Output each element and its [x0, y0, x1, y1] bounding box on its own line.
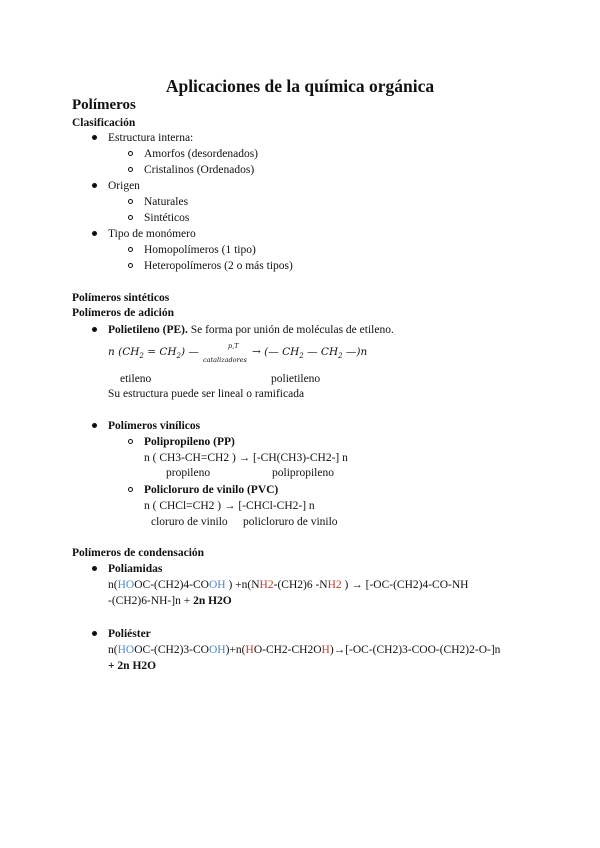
- circle-bullet-icon: [128, 151, 133, 156]
- pe-line: [108, 323, 394, 337]
- circle-bullet-icon: [128, 167, 133, 172]
- list-subitem: Homopolímeros (1 tipo): [144, 244, 256, 256]
- poliamidas-line1: [108, 578, 468, 592]
- circle-bullet-icon: [128, 439, 133, 444]
- bullet-icon: [92, 327, 97, 332]
- pe-label-left: etileno: [120, 373, 152, 385]
- section-heading: Polímeros: [72, 97, 136, 113]
- pe-cond-top: p,T: [228, 342, 239, 350]
- circle-bullet-icon: [128, 215, 133, 220]
- adicion-heading: Polímeros de adición: [72, 307, 175, 319]
- bullet-icon: [92, 423, 97, 428]
- poliester-line1: [108, 643, 500, 657]
- list-subitem: Cristalinos (Ordenados): [144, 164, 255, 176]
- eq-sub: 2: [299, 352, 304, 360]
- list-item: Estructura interna:: [108, 132, 194, 144]
- circle-bullet-icon: [128, 487, 133, 492]
- pvc-equation: n ( CHCl=CH2 ) → [-CHCl-CH2-] n: [144, 500, 315, 512]
- list-subitem: Sintéticos: [144, 212, 190, 224]
- circle-bullet-icon: [128, 263, 133, 268]
- vinilicos-heading: Polímeros vinílicos: [108, 420, 201, 432]
- pe-cond-bottom: catalizadores: [203, 356, 247, 364]
- list-item: Origen: [108, 180, 140, 192]
- eq-part: ) —: [181, 346, 199, 358]
- condensacion-heading: Polímeros de condensación: [72, 547, 205, 559]
- bullet-icon: [92, 631, 97, 636]
- eq-highlight: HO: [117, 644, 135, 656]
- eq-highlight: H2: [259, 579, 274, 591]
- list-subitem: Naturales: [144, 196, 189, 208]
- poliester-line2: + 2n H2O: [108, 660, 157, 672]
- circle-bullet-icon: [128, 199, 133, 204]
- pp-equation: n ( CH3-CH=CH2 ) → [-CH(CH3)-CH2-] n: [144, 452, 348, 464]
- pe-note: Su estructura puede ser lineal o ramificada: [108, 388, 305, 400]
- eq-part: = CH: [143, 346, 177, 358]
- eq-highlight: HO: [117, 579, 135, 591]
- bullet-icon: [92, 183, 97, 188]
- eq-part: OC-(CH2)4-CO: [134, 579, 209, 591]
- eq-highlight: H: [245, 644, 254, 656]
- eq-part: -(CH2)6-NH-]n +: [108, 595, 194, 607]
- poliamidas-line2: [108, 594, 232, 608]
- eq-highlight: H: [321, 644, 330, 656]
- eq-part: -(CH2)6 -N: [273, 579, 328, 591]
- list-item: Tipo de monómero: [108, 228, 196, 240]
- eq-part: ) +n(N: [225, 579, 260, 591]
- poliester-name: Poliéster: [108, 628, 151, 640]
- sinteticos-heading: Polímeros sintéticos: [72, 292, 170, 304]
- page-title: Aplicaciones de la química orgánica: [165, 76, 435, 96]
- eq-part: ) → [-OC-(CH2)4-CO-NH: [341, 579, 469, 591]
- eq-part: — CH: [303, 346, 339, 358]
- bullet-icon: [92, 566, 97, 571]
- pe-label-right: polietileno: [271, 373, 321, 385]
- eq-part: → (— CH: [252, 346, 300, 358]
- pvc-name: Policloruro de vinilo (PVC): [144, 484, 279, 496]
- list-subitem: Amorfos (desordenados): [144, 148, 259, 160]
- pe-name: Polietileno (PE).: [108, 324, 188, 336]
- pe-equation-left: [108, 345, 199, 360]
- clasificacion-heading: Clasificación: [72, 117, 136, 129]
- eq-part: O-CH2-CH2O: [253, 644, 322, 656]
- eq-sub: 2: [176, 352, 181, 360]
- poliamidas-name: Poliamidas: [108, 563, 163, 575]
- eq-part: )→[-OC-(CH2)3-COO-(CH2)2-O-]n: [329, 644, 501, 656]
- eq-sub: 2: [139, 352, 144, 360]
- eq-part: OC-(CH2)3-CO: [134, 644, 209, 656]
- pp-label-left: propileno: [166, 467, 211, 479]
- bullet-icon: [92, 135, 97, 140]
- pp-name: Polipropileno (PP): [144, 436, 235, 448]
- eq-part: )+n(: [225, 644, 246, 656]
- pe-desc: Se forma por unión de moléculas de etileno.: [187, 324, 394, 336]
- list-subitem: Heteropolímeros (2 o más tipos): [144, 260, 293, 272]
- pe-equation-right: [252, 345, 367, 360]
- eq-highlight: OH: [208, 644, 226, 656]
- eq-highlight: OH: [208, 579, 226, 591]
- eq-part: 2n H2O: [193, 595, 232, 607]
- pp-label-right: polipropileno: [272, 467, 334, 479]
- circle-bullet-icon: [128, 247, 133, 252]
- pvc-label-left: cloruro de vinilo: [151, 516, 228, 528]
- eq-part: n(: [108, 644, 118, 656]
- pvc-label-right: policloruro de vinilo: [243, 516, 338, 528]
- bullet-icon: [92, 231, 97, 236]
- eq-highlight: H2: [327, 579, 342, 591]
- eq-part: —)n: [342, 346, 368, 358]
- eq-part: n (CH: [108, 346, 140, 358]
- eq-sub: 2: [338, 352, 343, 360]
- eq-part: n(: [108, 579, 118, 591]
